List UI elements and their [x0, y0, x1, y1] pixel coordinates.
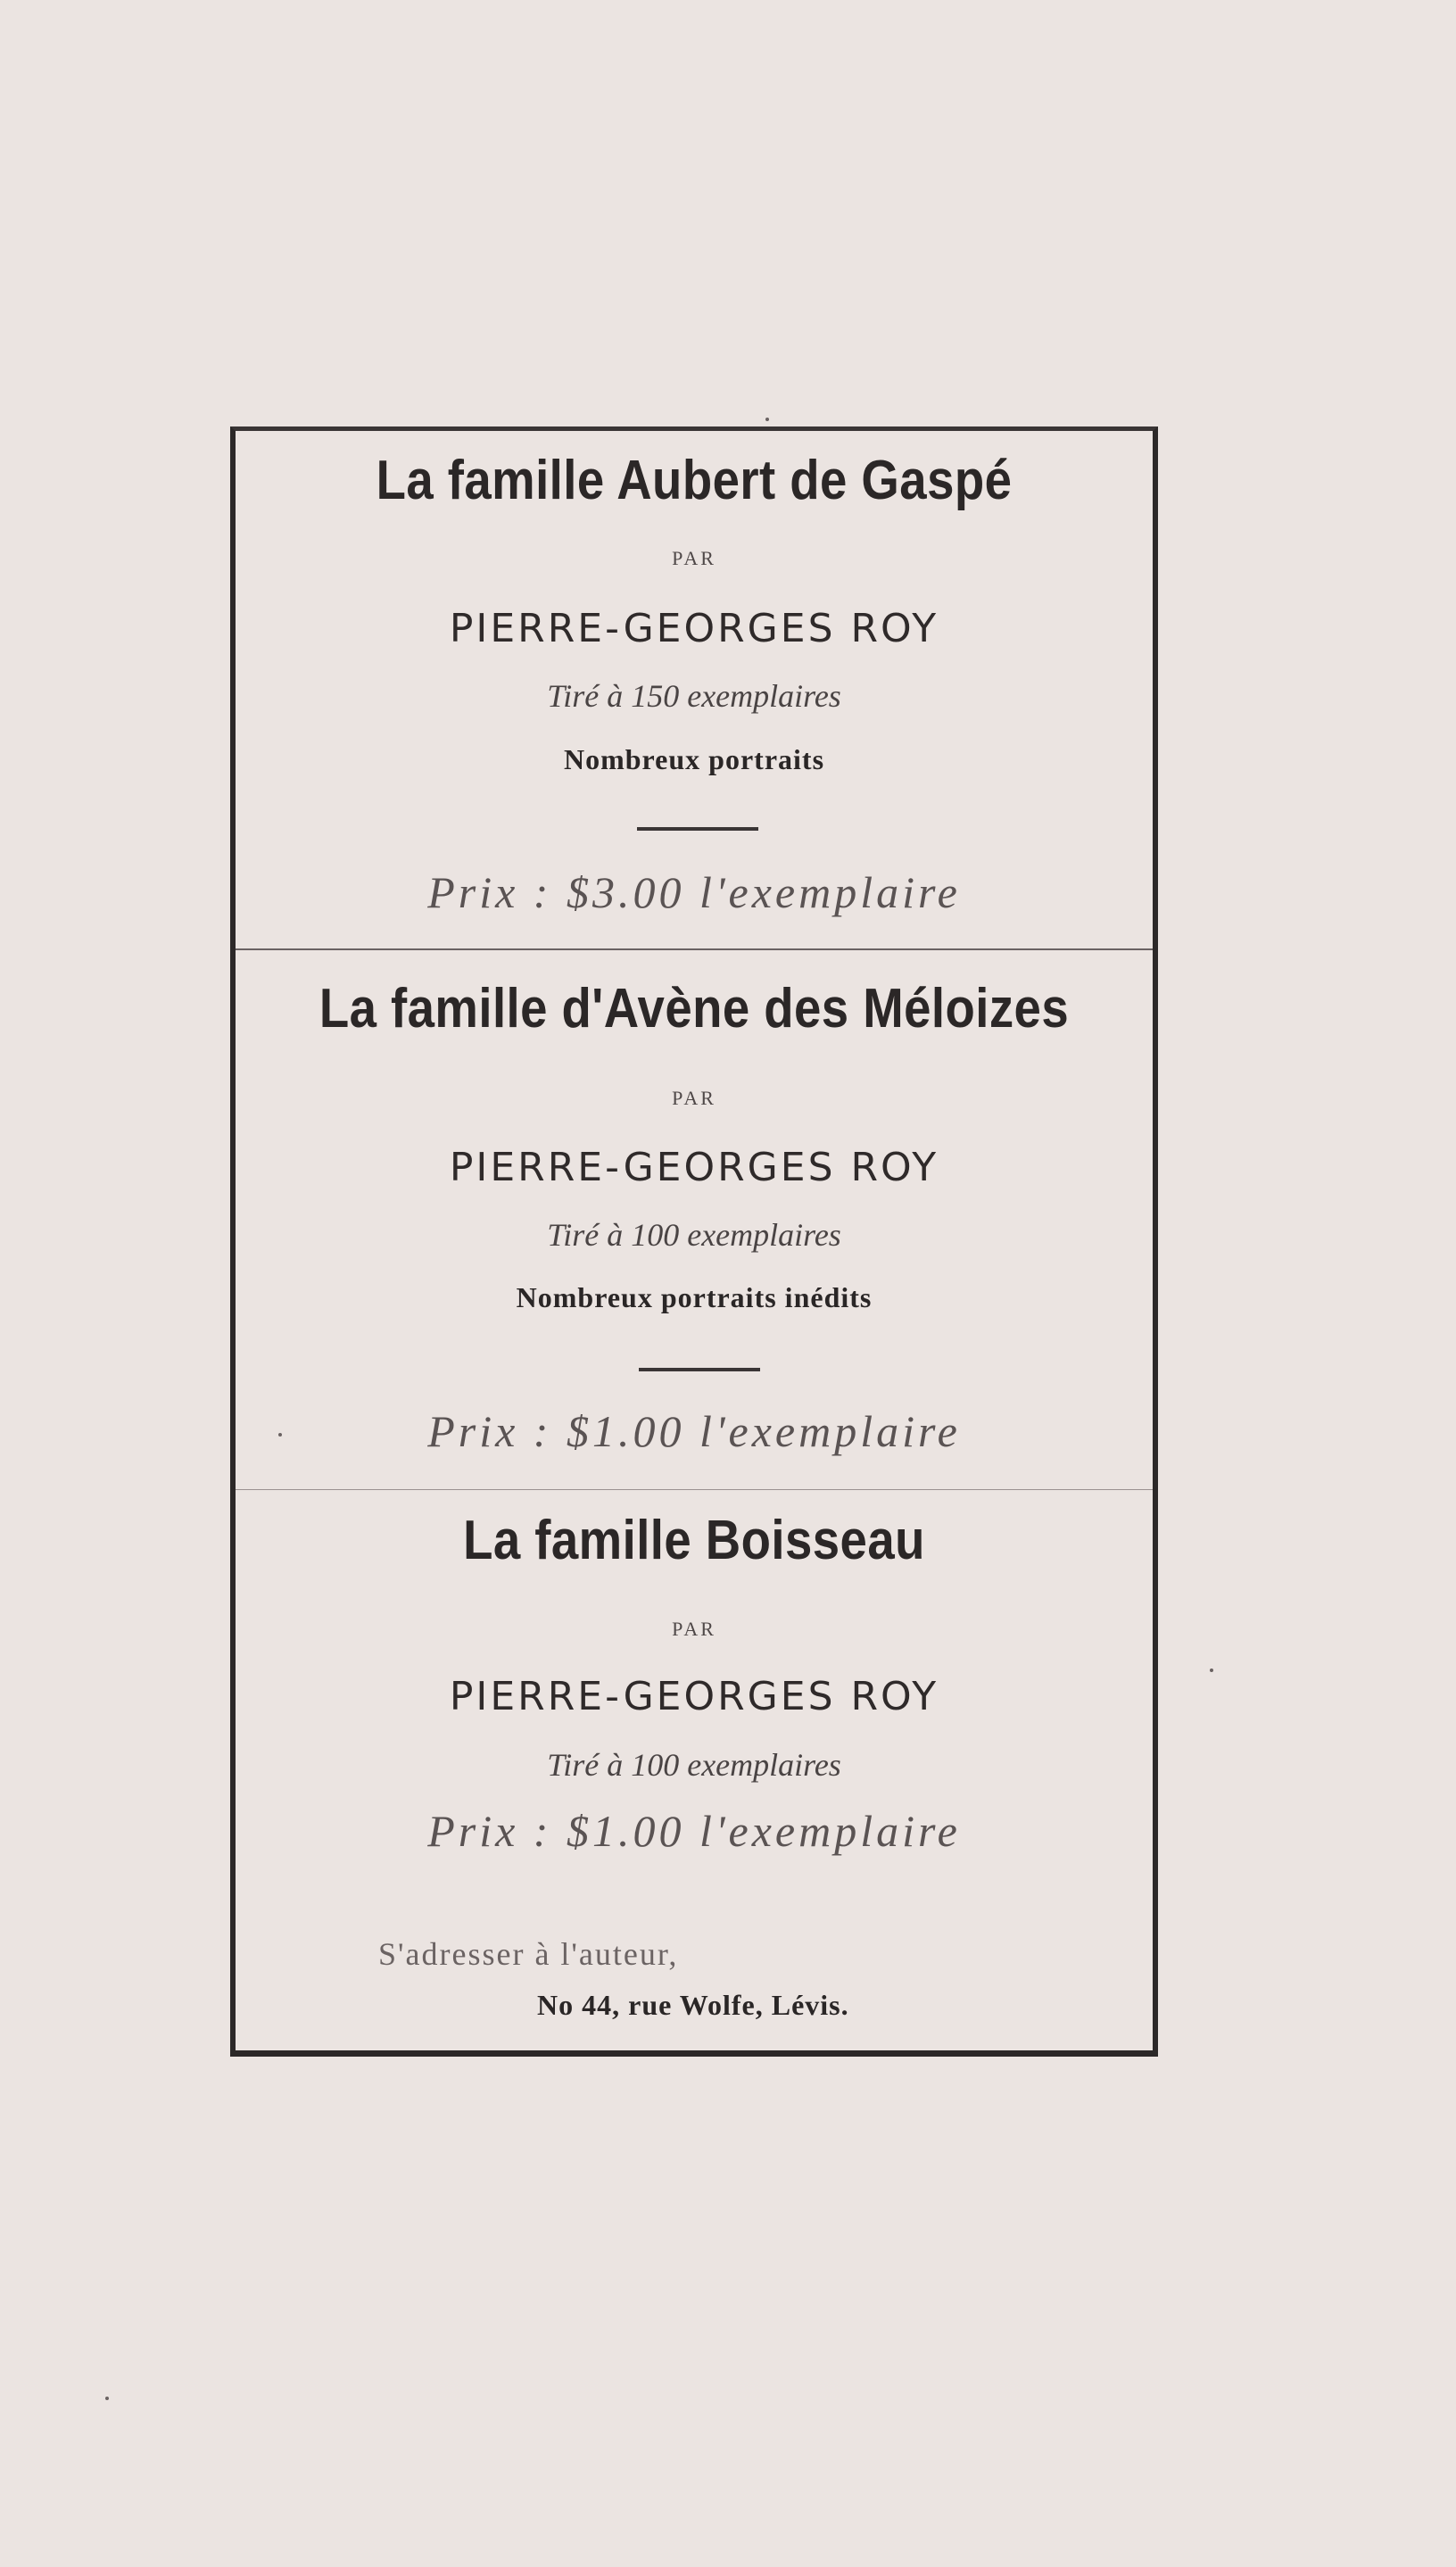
book-1-par: PAR: [672, 547, 716, 569]
book-2-title: La famille d'Avène des Méloizes: [318, 978, 1070, 1039]
book-2-price: Prix : $1.00 l'exemplaire: [427, 1406, 961, 1456]
paper-speck: [105, 2397, 109, 2400]
book-1-author: PIERRE-GEORGES ROY: [449, 606, 939, 651]
book-2-note: Nombreux portraits inédits: [516, 1281, 873, 1313]
book-1-rule: [637, 827, 758, 831]
book-2-rule: [639, 1368, 760, 1371]
book-3-price: Prix : $1.00 l'exemplaire: [427, 1806, 961, 1856]
paper-speck: [765, 418, 769, 421]
book-3-author: PIERRE-GEORGES ROY: [449, 1674, 939, 1719]
book-3-title: La famille Boisseau: [463, 1510, 925, 1571]
book-3-par: PAR: [672, 1618, 716, 1640]
section-divider-1: [236, 948, 1153, 950]
book-1-tirage: Tiré à 150 exemplaires: [547, 678, 841, 714]
section-divider-2: [236, 1489, 1153, 1490]
paper-speck: [278, 1433, 282, 1437]
book-2-tirage: Tiré à 100 exemplaires: [547, 1217, 841, 1253]
book-1-price: Prix : $3.00 l'exemplaire: [427, 867, 961, 917]
book-2-author: PIERRE-GEORGES ROY: [449, 1145, 939, 1190]
contact-instruction: S'adresser à l'auteur,: [378, 1936, 679, 1972]
paper-speck: [1210, 1669, 1213, 1672]
book-2-par: PAR: [672, 1087, 716, 1109]
contact-address: No 44, rue Wolfe, Lévis.: [537, 1989, 849, 2021]
advertisement-frame: [230, 426, 1158, 2057]
book-1-title: La famille Aubert de Gaspé: [376, 450, 1013, 511]
book-1-note: Nombreux portraits: [563, 743, 825, 775]
book-3-tirage: Tiré à 100 exemplaires: [547, 1747, 841, 1783]
